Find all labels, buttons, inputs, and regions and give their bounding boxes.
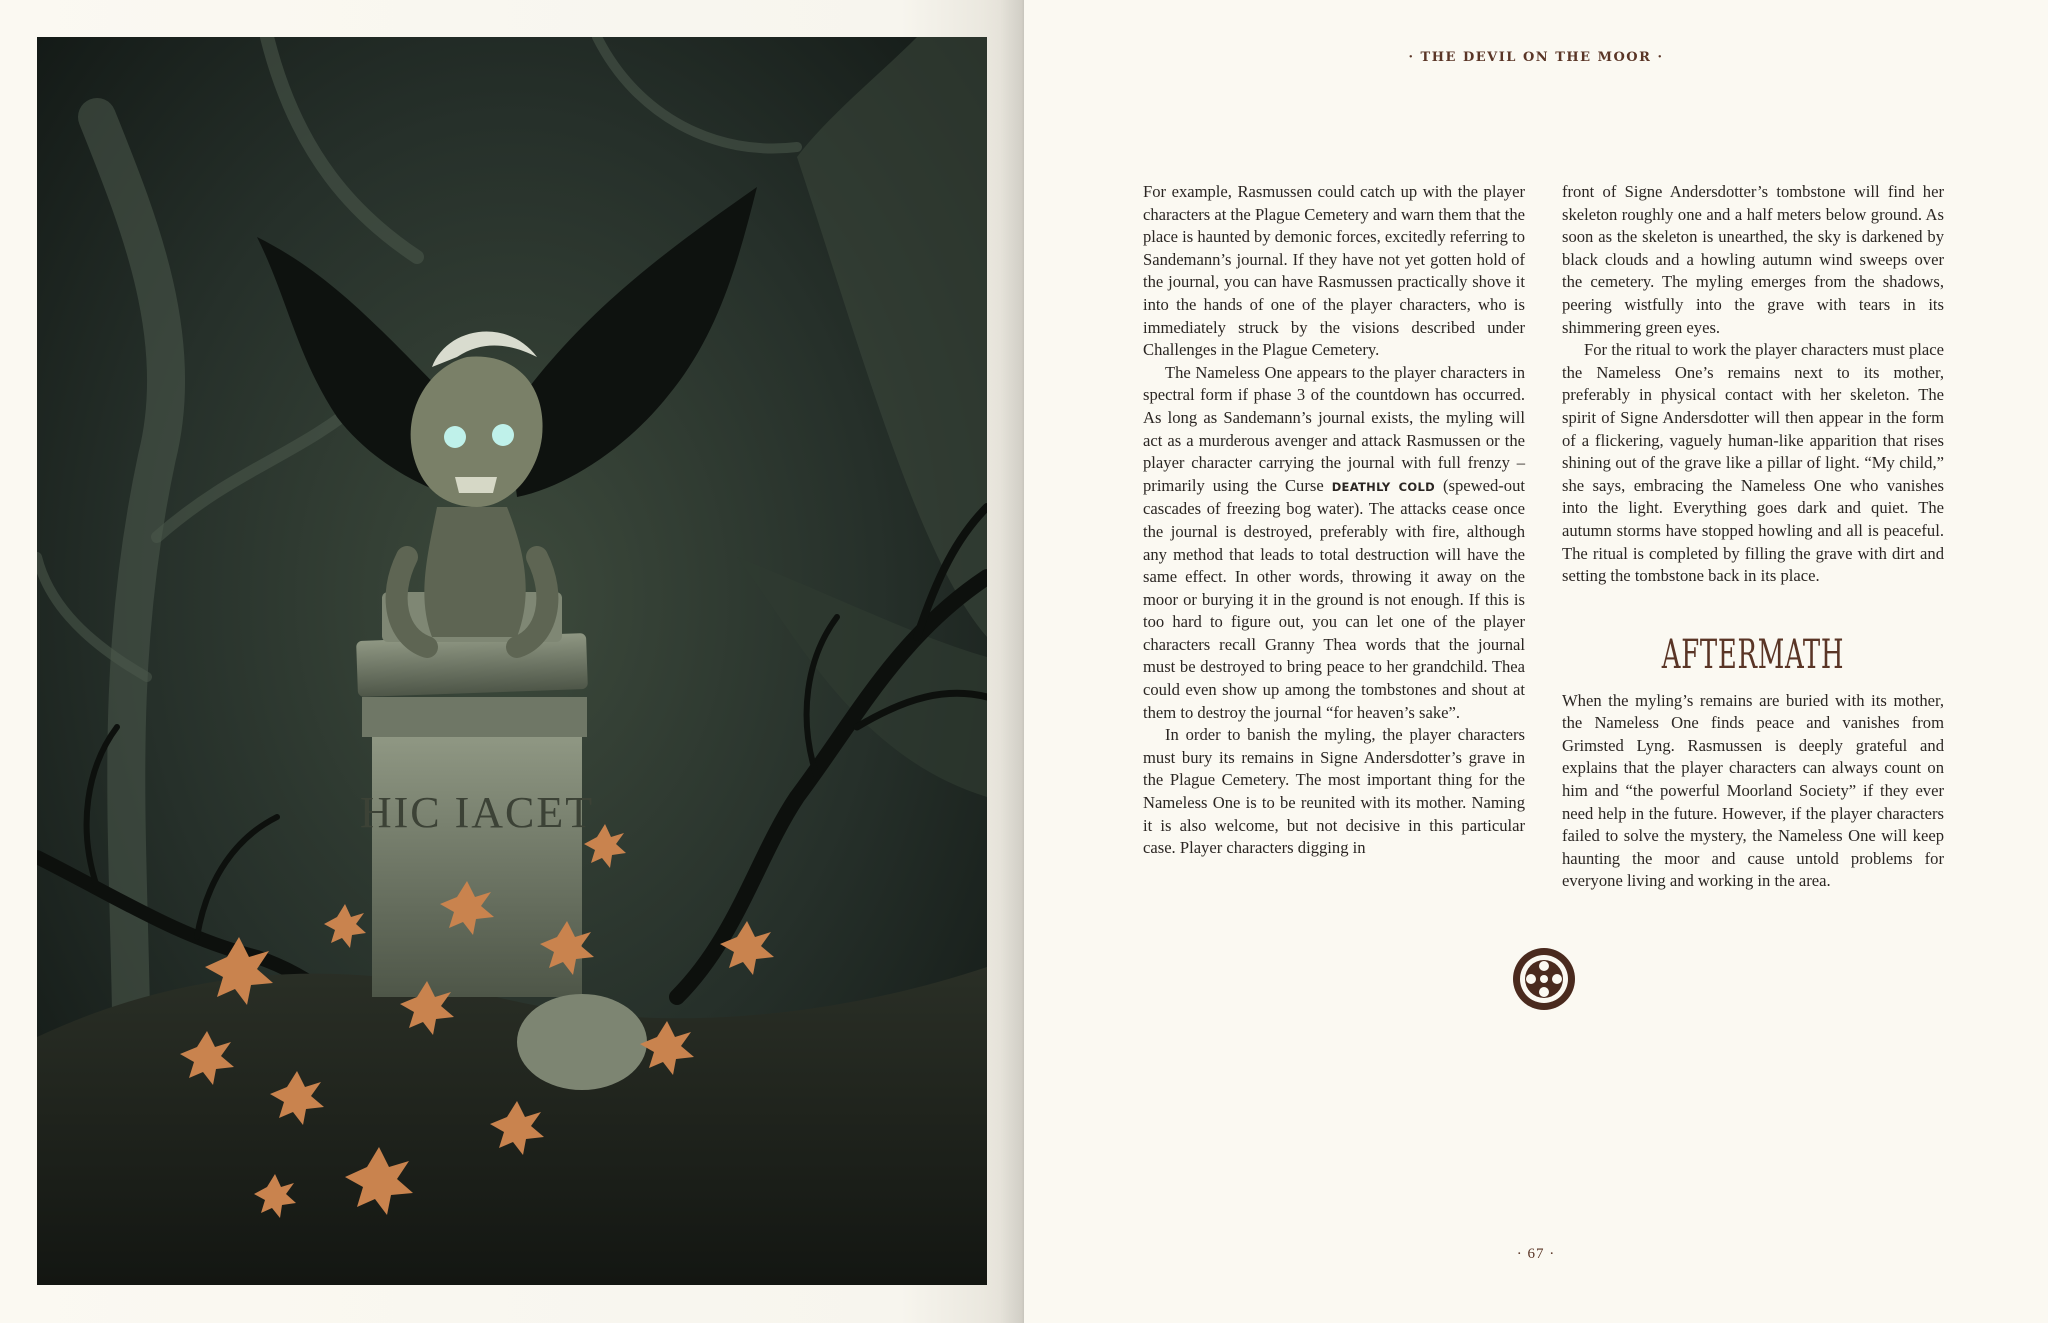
paragraph-text: (spewed-out cascades of freezing bog water). The attacks cease once the journal is destroyed, preferably with fire, although any method that leads to total destruction will have the same effect. In other words, throwing it away on the moor or burying it in the ground is not enough. If this is too hard to figure out, you can let one of the player characters recall Granny Thea words that the journal must be destroyed to bring peace to her grandchild. Thea could even show up among the tombstones and shout at them to destroy the journal “for heaven’s sake”. xyxy=(1143,475,1526,722)
curse-name: DEATHLY COLD xyxy=(1331,479,1435,494)
paragraph-text: The Nameless One appears to the player characters in spectral form if phase 3 of the countdown has occurred. As long as Sandemann’s journal exists, the myling will act as a murderous avenger and attack Rasmussen or the player character carrying the journal with full frenzy – primarily using the Curse xyxy=(1143,362,1525,495)
paragraph: In order to banish the myling, the player characters must bury its remains in Signe Andersdotter’s grave in the Plague Cemetery. The most important thing for the Nameless One is to be reunited with its mother. Naming it is also welcome, but not decisive in this particular case. Player characters digging in xyxy=(1143,725,1525,858)
paragraph: When the myling’s remains are buried with its mother, the Nameless One finds peace and vanishes from Grimsted Lyng. Rasmussen is deeply grateful and explains that the player characters can always count on him and “the powerful Moorland Society” if they ever need help in the future. However, if the player characters failed to solve the mystery, the Nameless One will keep haunting the moor and cause untold problems for everyone living and working in the area. xyxy=(1562,690,1944,891)
paragraph xyxy=(1143,362,1525,725)
section-heading: AFTERMATH xyxy=(1661,631,1845,678)
tombstone-inscription: HIC IACET xyxy=(359,788,595,837)
page-number: · 67 · xyxy=(1516,1246,1556,1262)
paragraph: For the ritual to work the player characters must place the Nameless One’s remains next to its mother, preferably in physical contact with her skeleton. The spirit of Signe Andersdotter will then appear in the form of a flickering, vaguely human-like apparition that rises shining out of the grave like a pillar of light. “My child,” she says, embracing the Nameless One who vanishes into the light. Everything goes dark and quiet. The autumn storms have stopped howling and all is peaceful. The ritual is completed by filling the grave with dirt and setting the tombstone back in its place. xyxy=(1562,340,1944,586)
running-head: · THE DEVIL ON THE MOOR · xyxy=(1408,50,1664,65)
myling-on-tombstone-illustration xyxy=(37,37,987,1285)
paragraph: For example, Rasmussen could catch up with the player characters at the Plague Cemetery and warn them that the place is haunted by demonic forces, excitedly referring to Sandemann’s journal. If they have not yet gotten hold of the journal, you can have Rasmussen practically shove it into the hands of one of the player characters, who is immediately struck by the visions described under Challenges in the Plague Cemetery. xyxy=(1143,182,1525,360)
circular-knot-ornament-icon xyxy=(1510,945,1578,1013)
text-column-2 xyxy=(1562,181,1944,893)
myling-illustration xyxy=(37,37,987,1285)
paragraph: front of Signe Andersdotter’s tombstone will find her skeleton roughly one and a half meters below ground. As soon as the skeleton is unearthed, the sky is darkened by black clouds and a howling autumn wind sweeps over the cemetery. The myling emerges from the shadows, peering wistfully into the grave with tears in its shimmering green eyes. xyxy=(1562,182,1944,337)
text-column-1 xyxy=(1143,181,1525,860)
